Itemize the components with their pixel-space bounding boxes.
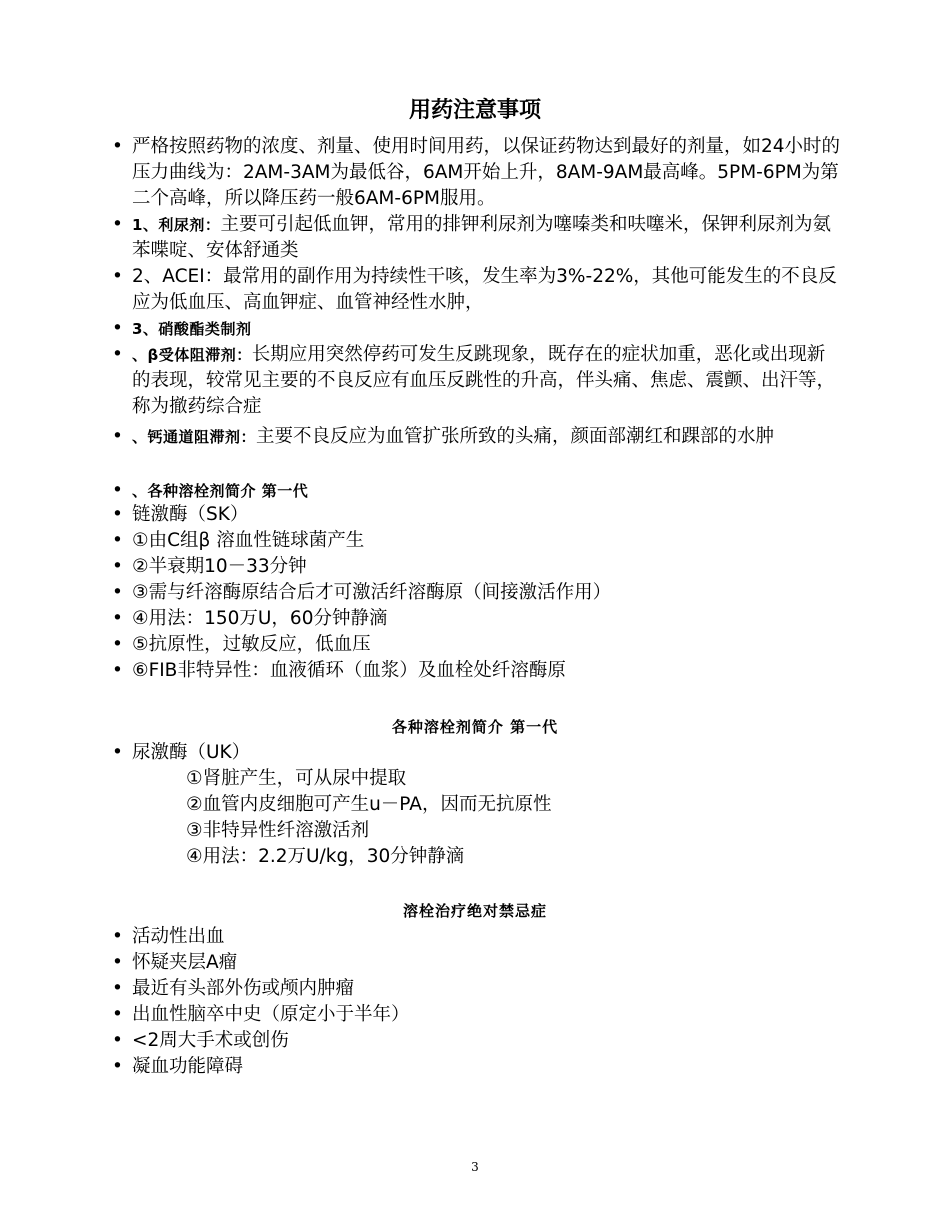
page-title: 用药注意事项	[408, 97, 541, 123]
item-lead: 、钙通道阻滞剂：	[132, 428, 257, 446]
list-item	[112, 976, 842, 1002]
list-item	[112, 424, 842, 450]
list-item	[112, 316, 842, 342]
list-item	[112, 528, 842, 554]
item-text: 链激酶（SK）	[132, 504, 249, 525]
item-text: 怀疑夹层A瘤	[132, 952, 238, 973]
bullet: •	[112, 582, 123, 603]
list-item	[112, 502, 842, 528]
sub-item: ④用法：2.2万U/kg，30分钟静滴	[186, 846, 465, 867]
list-item	[112, 134, 842, 212]
sub-item: ①肾脏产生，可从尿中提取	[186, 768, 407, 789]
bullet: •	[112, 608, 123, 629]
item-text: 2、ACEI：最常用的副作用为持续性干咳，发生率为3%-22%，其他可能发生的不良反应为低血压、高血钾症、血管神经性水肿，	[132, 266, 837, 313]
bullet: •	[112, 136, 123, 157]
sub-item: ③非特异性纤溶激活剂	[186, 820, 370, 841]
list-item	[112, 554, 842, 580]
item-text: ③需与纤溶酶原结合后才可激活纤溶酶原（间接激活作用）	[132, 582, 612, 603]
item-text: ①由C组β 溶血性链球菌产生	[132, 530, 365, 551]
bullet: •	[112, 504, 123, 525]
bullet: •	[112, 1004, 123, 1025]
list-item	[112, 342, 842, 420]
bullet: •	[112, 1030, 123, 1051]
item-text: <2周大手术或创伤	[132, 1030, 289, 1051]
item-text: 尿激酶（UK）	[132, 742, 251, 763]
list-item	[112, 924, 842, 950]
list-item	[112, 212, 842, 264]
list-item	[112, 658, 842, 684]
bullet: •	[112, 634, 123, 655]
item-text: 严格按照药物的浓度、剂量、使用时间用药，以保证药物达到最好的剂量，如24小时的压力曲线为：2AM-3AM为最低谷，6AM开始上升，8AM-9AM最高峰。5PM-6PM为第二个高峰，所以降压药一般6AM-6PM服用。	[132, 136, 841, 209]
bullet: •	[112, 344, 123, 365]
list-item	[112, 740, 842, 766]
section-3-heading: 溶栓治疗绝对禁忌症	[402, 902, 547, 920]
item-text: ⑥FIB非特异性：血液循环（血浆）及血栓处纤溶酶原	[132, 660, 566, 681]
item-text: 长期应用突然停药可发生反跳现象，既存在的症状加重，恶化或出现新的表现，较常见主要的不良反应有血压反跳性的升高，伴头痛、焦虑、震颤、出汗等，称为撤药综合症	[132, 344, 836, 417]
item-text: ②半衰期10－33分钟	[132, 556, 307, 577]
item-text: 最近有头部外伤或颅内肿瘤	[132, 978, 355, 999]
list-item	[112, 1002, 842, 1028]
item-lead: 3、硝酸酯类制剂	[132, 320, 252, 338]
bullet: •	[112, 214, 123, 235]
bullet: •	[112, 742, 123, 763]
item-text: 活动性出血	[132, 926, 225, 947]
item-text: 凝血功能障碍	[132, 1056, 244, 1077]
bullet: •	[112, 266, 123, 287]
list-item	[112, 606, 842, 632]
item-text: 主要不良反应为血管扩张所致的头痛，颜面部潮红和踝部的水肿	[256, 426, 775, 447]
bullet: •	[112, 480, 123, 501]
bullet: •	[112, 952, 123, 973]
bullet: •	[112, 530, 123, 551]
list-item	[112, 632, 842, 658]
item-text: ⑤抗原性，过敏反应，低血压	[132, 634, 371, 655]
item-lead: 、各种溶栓剂简介 第一代	[132, 482, 309, 500]
item-text: 主要可引起低血钾，常用的排钾利尿剂为噻嗪类和呋噻米，保钾利尿剂为氨苯喋啶、安体舒通类	[132, 214, 831, 261]
page-number: 3	[471, 1160, 479, 1174]
sub-item: ②血管内皮细胞可产生u－PA，因而无抗原性	[186, 794, 552, 815]
bullet: •	[112, 556, 123, 577]
item-lead: 、β受体阻滞剂：	[132, 346, 252, 364]
list-item	[112, 478, 842, 504]
list-item	[112, 264, 842, 316]
list-item	[112, 580, 842, 606]
item-text: 出血性脑卒中史（原定小于半年）	[132, 1004, 410, 1025]
item-lead: 1、利尿剂：	[132, 216, 221, 234]
bullet: •	[112, 926, 123, 947]
bullet: •	[112, 660, 123, 681]
section-2-heading: 各种溶栓剂简介 第一代	[391, 718, 559, 736]
bullet: •	[112, 318, 123, 339]
list-item	[112, 1054, 842, 1080]
bullet: •	[112, 978, 123, 999]
bullet: •	[112, 426, 123, 447]
list-item	[112, 950, 842, 976]
item-text: ④用法：150万U，60分钟静滴	[132, 608, 388, 629]
bullet: •	[112, 1056, 123, 1077]
list-item	[112, 1028, 842, 1054]
